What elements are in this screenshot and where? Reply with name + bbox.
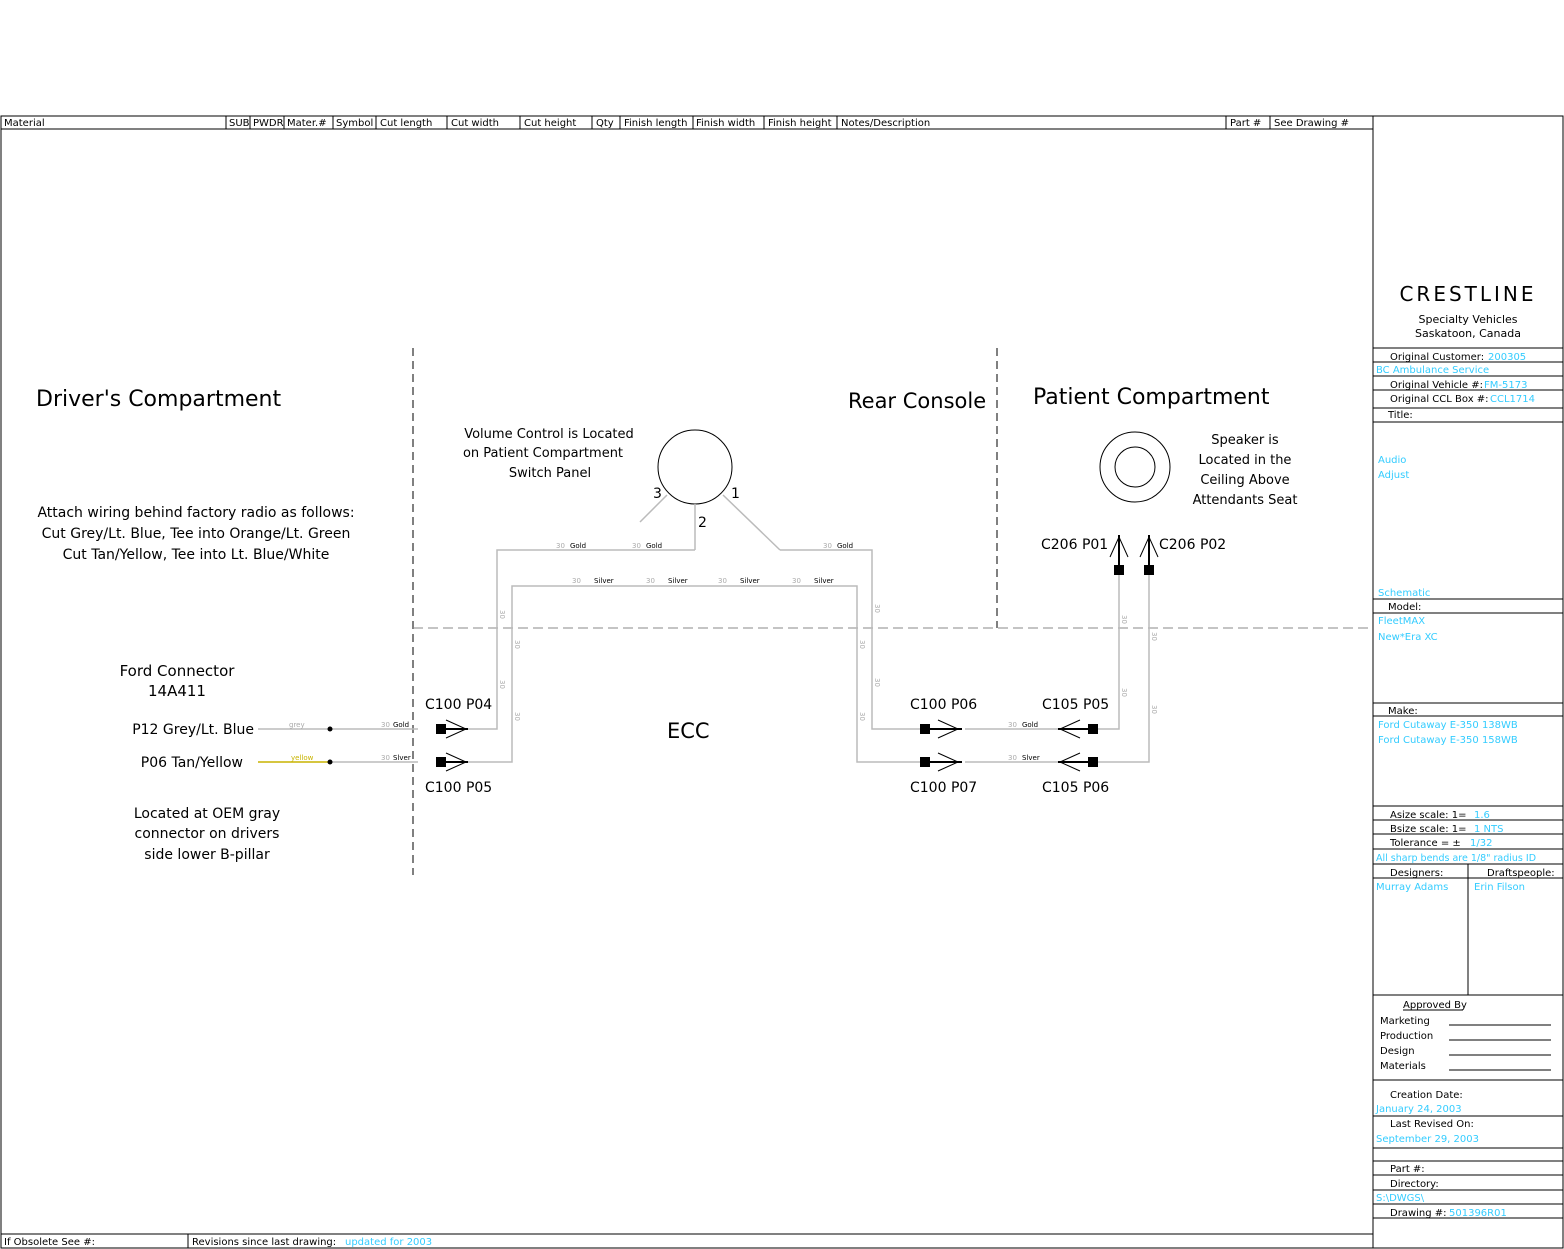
pin-2-label: 2: [698, 515, 707, 531]
svg-text:Adjust: Adjust: [1378, 470, 1410, 481]
ford-connector-note: [120, 662, 236, 700]
connector-c100-p06-icon: [920, 720, 962, 738]
splice-yellow: [328, 760, 333, 765]
svg-text:Designers:: Designers:: [1390, 868, 1444, 879]
svg-text:Attach wiring behind factory r: Attach wiring behind factory radio as follows:: [37, 505, 355, 521]
svg-text:on Patient Compartment: on Patient Compartment: [462, 446, 624, 461]
header-col-sub: SUB: [229, 118, 250, 129]
connector-labels: [425, 537, 1226, 796]
header-col-cut-height: Cut height: [524, 118, 577, 129]
svg-text:Approved By: Approved By: [1403, 1000, 1467, 1011]
header-col-qty: Qty: [596, 118, 614, 129]
svg-text:Ford Connector: Ford Connector: [119, 662, 235, 680]
svg-text:Silver: Silver: [668, 577, 688, 585]
svg-text:New*Era XC: New*Era XC: [1378, 632, 1438, 643]
svg-text:1 NTS: 1 NTS: [1474, 824, 1504, 835]
footer-row: [4, 1237, 432, 1248]
svg-text:Original CCL Box #:: Original CCL Box #:: [1390, 394, 1489, 405]
svg-text:Ford Cutaway E-350 158WB: Ford Cutaway E-350 158WB: [1378, 735, 1518, 746]
svg-text:Cut Grey/Lt. Blue, Tee into Or: Cut Grey/Lt. Blue, Tee into Orange/Lt. Green: [41, 526, 351, 542]
svg-text:30: 30: [718, 577, 727, 585]
svg-text:30: 30: [498, 610, 506, 619]
svg-text:FM-5173: FM-5173: [1484, 380, 1528, 391]
connector-c100-p07-icon: [920, 753, 962, 771]
svg-text:30: 30: [1008, 721, 1017, 729]
volume-note: [463, 427, 634, 481]
speaker-icon: [1100, 432, 1170, 502]
svg-text:Attendants Seat: Attendants Seat: [1192, 493, 1298, 508]
svg-text:Cut Tan/Yellow, Tee into Lt. B: Cut Tan/Yellow, Tee into Lt. Blue/White: [62, 547, 330, 563]
header-row: [4, 116, 1349, 129]
svg-text:P12 Grey/Lt. Blue: P12 Grey/Lt. Blue: [132, 722, 254, 738]
svg-text:30: 30: [513, 640, 521, 649]
svg-text:Slver: Slver: [1022, 754, 1040, 762]
svg-text:Design: Design: [1380, 1046, 1415, 1057]
svg-text:P06 Tan/Yellow: P06 Tan/Yellow: [140, 755, 243, 771]
header-col-notes: Notes/Description: [841, 118, 931, 129]
svg-text:C206 P02: C206 P02: [1159, 537, 1227, 553]
connector-c100-p04-icon: [436, 720, 468, 738]
svg-text:Asize scale: 1=: Asize scale: 1=: [1390, 810, 1467, 821]
svg-text:Slver: Slver: [393, 754, 411, 762]
svg-text:Silver: Silver: [740, 577, 760, 585]
header-col-cut-length: Cut length: [380, 118, 433, 129]
svg-text:grey: grey: [289, 721, 305, 729]
svg-text:Speaker is: Speaker is: [1211, 433, 1279, 448]
svg-text:Materials: Materials: [1380, 1061, 1426, 1072]
svg-text:CCL1714: CCL1714: [1490, 394, 1535, 405]
svg-text:Ford Cutaway E-350 138WB: Ford Cutaway E-350 138WB: [1378, 720, 1518, 731]
svg-text:Production: Production: [1380, 1031, 1434, 1042]
svg-text:Volume Control is Located: Volume Control is Located: [464, 427, 634, 442]
svg-text:501396R01: 501396R01: [1449, 1208, 1507, 1219]
svg-text:30: 30: [632, 542, 641, 550]
svg-text:Schematic: Schematic: [1378, 588, 1431, 599]
svg-text:Draftspeople:: Draftspeople:: [1487, 868, 1555, 879]
svg-text:Silver: Silver: [814, 577, 834, 585]
svg-text:C105 P05: C105 P05: [1042, 697, 1110, 713]
svg-text:Specialty Vehicles: Specialty Vehicles: [1418, 313, 1518, 326]
svg-text:yellow: yellow: [291, 754, 314, 762]
header-col-finish-height: Finish height: [768, 118, 832, 129]
svg-text:30: 30: [556, 542, 565, 550]
svg-text:Silver: Silver: [594, 577, 614, 585]
svg-text:Creation Date:: Creation Date:: [1390, 1090, 1463, 1101]
svg-text:30: 30: [873, 604, 881, 613]
speaker-note: [1193, 433, 1298, 508]
svg-text:30: 30: [792, 577, 801, 585]
svg-text:side lower B-pillar: side lower B-pillar: [144, 847, 270, 863]
area-label-ecc: ECC: [667, 719, 710, 743]
svg-text:30: 30: [646, 577, 655, 585]
connector-c206-p01-icon: [1110, 535, 1128, 575]
area-label-patient: Patient Compartment: [1033, 385, 1270, 410]
svg-text:Original Customer:: Original Customer:: [1390, 352, 1485, 363]
header-col-cut-width: Cut width: [451, 118, 499, 129]
svg-text:All sharp bends are 1/8" radiu: All sharp bends are 1/8" radius ID: [1376, 853, 1537, 864]
svg-text:connector on drivers: connector on drivers: [134, 826, 280, 842]
svg-text:Last Revised On:: Last Revised On:: [1390, 1119, 1474, 1130]
svg-text:200305: 200305: [1488, 352, 1527, 363]
svg-text:Title:: Title:: [1388, 410, 1413, 421]
svg-text:30: 30: [1150, 632, 1158, 641]
header-col-part: Part #: [1230, 118, 1262, 129]
svg-text:Original Vehicle #:: Original Vehicle #:: [1390, 380, 1483, 391]
svg-text:Gold: Gold: [393, 721, 410, 729]
svg-text:Tolerance = ±: Tolerance = ±: [1390, 838, 1461, 849]
svg-text:Gold: Gold: [570, 542, 587, 550]
connector-c100-p05-icon: [436, 753, 468, 771]
svg-text:Murray Adams: Murray Adams: [1376, 882, 1449, 893]
connector-c105-p06-icon: [1058, 753, 1098, 771]
svg-text:Located in the: Located in the: [1198, 453, 1292, 468]
crestline-logo: CRESTLINE: [1399, 282, 1537, 306]
svg-text:Make:: Make:: [1388, 706, 1418, 717]
svg-text:BC Ambulance Service: BC Ambulance Service: [1376, 365, 1490, 376]
header-col-pwdr: PWDR: [253, 118, 284, 129]
splice-grey: [328, 727, 333, 732]
svg-text:30: 30: [1008, 754, 1017, 762]
svg-text:S:\DWGS\: S:\DWGS\: [1376, 1193, 1425, 1204]
attach-note: [37, 505, 354, 563]
svg-text:30: 30: [381, 754, 390, 762]
oem-location-note: [134, 806, 280, 863]
svg-text:January 24, 2003: January 24, 2003: [1376, 1104, 1462, 1115]
svg-text:Gold: Gold: [1022, 721, 1039, 729]
header-col-mater: Mater.#: [287, 118, 327, 129]
connector-c206-p02-icon: [1140, 535, 1158, 575]
revisions-label: Revisions since last drawing:: [192, 1237, 337, 1248]
svg-text:30: 30: [1120, 688, 1128, 697]
header-col-symbol: Symbol: [336, 118, 374, 129]
svg-text:FleetMAX: FleetMAX: [1378, 616, 1426, 627]
header-col-finish-width: Finish width: [696, 118, 756, 129]
header-col-see-drawing: See Drawing #: [1274, 118, 1349, 129]
svg-text:Part #:: Part #:: [1390, 1164, 1425, 1175]
svg-text:Bsize scale: 1=: Bsize scale: 1=: [1390, 824, 1467, 835]
svg-text:30: 30: [858, 712, 866, 721]
title-block: [1373, 282, 1563, 1219]
svg-text:30: 30: [823, 542, 832, 550]
svg-text:Drawing #:: Drawing #:: [1390, 1208, 1447, 1219]
svg-text:Directory:: Directory:: [1390, 1179, 1439, 1190]
svg-text:C100 P04: C100 P04: [425, 697, 493, 713]
area-label-drivers: Driver's Compartment: [36, 387, 282, 412]
svg-text:Erin Filson: Erin Filson: [1474, 882, 1525, 893]
svg-text:C100 P06: C100 P06: [910, 697, 978, 713]
svg-text:30: 30: [498, 680, 506, 689]
revisions-value: updated for 2003: [345, 1237, 433, 1248]
connector-c105-p05-icon: [1058, 720, 1098, 738]
svg-text:C100 P07: C100 P07: [910, 780, 978, 796]
svg-text:Ceiling Above: Ceiling Above: [1200, 473, 1290, 488]
svg-text:September 29, 2003: September 29, 2003: [1376, 1134, 1479, 1145]
svg-text:30: 30: [1120, 615, 1128, 624]
svg-text:C105 P06: C105 P06: [1042, 780, 1110, 796]
svg-text:Audio: Audio: [1378, 455, 1407, 466]
header-col-material: Material: [4, 118, 45, 129]
sheet-frame: [1, 116, 1563, 1248]
svg-text:30: 30: [381, 721, 390, 729]
svg-text:30: 30: [873, 678, 881, 687]
svg-text:C100 P05: C100 P05: [425, 780, 493, 796]
svg-text:30: 30: [1150, 705, 1158, 714]
svg-text:Marketing: Marketing: [1380, 1016, 1430, 1027]
svg-text:Saskatoon, Canada: Saskatoon, Canada: [1415, 327, 1521, 340]
svg-text:Located at OEM gray: Located at OEM gray: [133, 806, 281, 822]
svg-text:30: 30: [858, 640, 866, 649]
area-label-rear-console: Rear Console: [848, 389, 987, 413]
svg-text:Gold: Gold: [646, 542, 663, 550]
pin-3-label: 3: [653, 486, 662, 502]
svg-text:Model:: Model:: [1388, 602, 1422, 613]
svg-text:Gold: Gold: [837, 542, 854, 550]
svg-text:Switch Panel: Switch Panel: [508, 466, 592, 481]
ford-signal-labels: [132, 722, 254, 771]
header-col-finish-length: Finish length: [624, 118, 688, 129]
svg-text:30: 30: [572, 577, 581, 585]
pin-1-label: 1: [731, 486, 740, 502]
svg-text:14A411: 14A411: [148, 682, 206, 700]
svg-text:1/32: 1/32: [1470, 838, 1493, 849]
svg-text:30: 30: [513, 712, 521, 721]
obsolete-label: If Obsolete See #:: [4, 1237, 95, 1248]
svg-text:C206 P01: C206 P01: [1041, 537, 1109, 553]
svg-text:1.6: 1.6: [1474, 810, 1490, 821]
